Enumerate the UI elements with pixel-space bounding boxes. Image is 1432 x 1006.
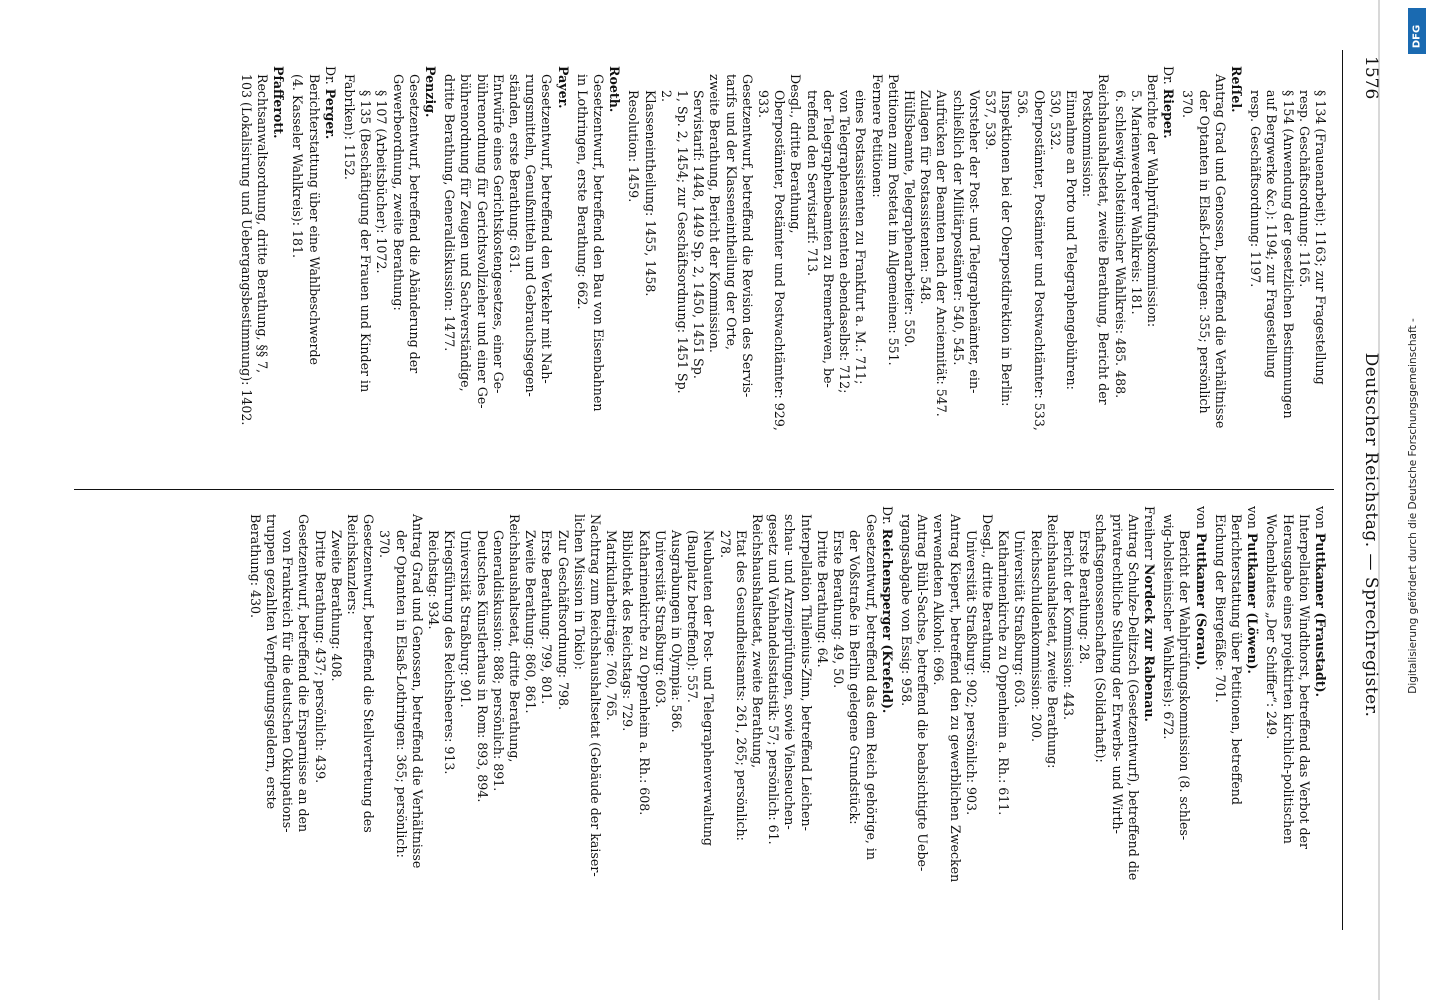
entry-line: Wochenblattes „Der Schiffer“: 249.	[1264, 514, 1280, 740]
entry-line: Bericht der Wahlprüfungskommission (8. schles-	[1177, 530, 1193, 841]
entry-line: schließlich der Militärpostämter: 540, 545.	[950, 90, 966, 366]
entry-line: Resolution: 1459.	[626, 90, 642, 203]
register-entry	[289, 66, 338, 473]
entry-line: Etat des Gesundheitsamts: 261, 265; persönlich:	[733, 530, 749, 841]
entry-line: auf Bergwerke &c.): 1194; zur Fragestellung	[1264, 90, 1280, 379]
entry-line: Interpellation Windthorst, betreffend das Verbot der	[1296, 514, 1312, 850]
speaker-name	[554, 66, 570, 473]
speaker-label: Puttkamer (Sorau).	[1193, 532, 1209, 671]
entry-line: rungsmitteln, Genußmitteln und Gebrauchsgegen-	[523, 74, 539, 397]
entry-line: Berathung: 430.	[247, 514, 263, 618]
entry-line: bührenordnung für Gerichtsvollzieher und einer Ge-	[474, 74, 490, 409]
entry-line: 6. schleswig-holsteinischer Wahlkreis: 485. 488.	[1112, 90, 1128, 399]
speaker-name	[606, 66, 622, 473]
entry-line: § 135 (Beschäftigung der Frauen und Kinder in	[358, 90, 374, 393]
entry-line: eines Postassistenten zu Frankfurt a. M.: 711;	[853, 90, 869, 385]
entry-line: wig-holsteinischer Wahlkreis): 672.	[1161, 514, 1177, 740]
entry-line: Erste Berathung: 49, 50.	[831, 530, 847, 689]
speaker-name	[1141, 506, 1157, 914]
entry-line: Zweite Berathung: 408.	[328, 530, 344, 682]
entry-line: (Bauplatz betreffend): 557.	[685, 530, 701, 703]
entry-line: Zulagen für Postassistenten: 548.	[918, 90, 934, 305]
page-header	[1342, 50, 1381, 930]
speaker-prefix: Dr.	[1161, 66, 1177, 85]
entry-line: der Voßstraße in Berlin gelegene Grundstück:	[847, 530, 863, 825]
entry-line: resp. Geschäftsordnung: 1197.	[1248, 90, 1264, 288]
entry-line: 370.	[1180, 90, 1196, 119]
entry-line: Reichshaushaltsetat, zweite Berathung,	[750, 514, 766, 769]
left-column	[74, 50, 1334, 490]
speaker-name	[322, 66, 338, 473]
entry-line: Bibliothek des Reichstags: 729.	[620, 530, 636, 732]
entry-line: Bericht der Kommission: 443.	[1060, 530, 1076, 721]
entry-line: 5. Marienwerderer Wahlkreis: 181.	[1128, 90, 1144, 315]
entry-line: 1, Sp. 2, 1454; zur Geschäftsordnung: 1451 Sp.	[675, 90, 691, 394]
entry-line: Universität Straßburg: 901.	[458, 530, 474, 708]
speaker-label: Pfafferott.	[271, 66, 287, 139]
entry-line: der Telegraphenbeamten zu Bremerhaven, be-	[820, 90, 836, 388]
entry-line: Katharinenkirche zu Oppenheim a. Rh.: 608.	[636, 530, 652, 816]
entry-line: Aufrücken der Beamten nach der Anciennität: 547.	[934, 90, 950, 417]
entry-line: truppen gezahlten Verpflegungsgeldern, erste	[264, 514, 279, 810]
speaker-label: Puttkamer (Löwen).	[1245, 532, 1261, 674]
entry-line: 278.	[717, 530, 733, 559]
speaker-name	[1228, 66, 1244, 473]
entry-line: Matrikularbeiträge: 760, 765.	[604, 530, 620, 721]
entry-line: Deutsches Künstlerhaus in Rom: 893, 894.	[474, 530, 490, 803]
entry-line: von Frankreich für die deutschen Okkupations-	[280, 530, 296, 833]
speaker-name	[422, 66, 438, 473]
entry-line: privatrechtliche Stellung der Erwerbs- und Wirth-	[1109, 514, 1125, 834]
register-entry	[238, 66, 287, 473]
entry-line: Reichsschuldenkommission: 200.	[1028, 530, 1044, 743]
entry-line: von Telegraphenassistenten ebendaselbst: 712;	[837, 90, 853, 394]
entry-line: Universität Straßburg: 603.	[1012, 530, 1028, 708]
entry-line: schaftsgenossenschaften (Solidarhaft):	[1093, 514, 1109, 763]
two-column-body	[74, 50, 1334, 930]
entry-line: 536.	[1015, 90, 1031, 119]
register-entry	[1160, 506, 1209, 914]
entry-line: Erste Berathung: 799, 801.	[539, 530, 555, 705]
entry-line: § 107 (Arbeitsbücher): 1072.	[374, 90, 390, 274]
speaker-name	[879, 506, 895, 914]
entry-line: 2.	[658, 90, 674, 103]
entry-line: Gesetzentwurf, betreffend den Verkehr mit Nah-	[539, 74, 555, 384]
entry-line: schau- und Arzneiprüfungen, sowie Viehseuchen-	[782, 514, 798, 830]
entry-line: Gesetzentwurf, betreffend das dem Reich gehörige, in	[863, 514, 879, 861]
entry-line: Generaldiskussion: 888; persönlich: 891.	[490, 530, 506, 792]
entry-line: Interpellation Thilenius-Zinn, betreffend Leichen-	[798, 514, 814, 831]
entry-line: Desgl., dritte Berathung:	[979, 514, 995, 674]
speaker-name	[1192, 506, 1208, 914]
speaker-label: Puttkamer (Fraustadt).	[1313, 532, 1328, 697]
speaker-label: Roeth.	[607, 66, 623, 113]
register-entry	[625, 66, 1176, 473]
register-entry	[1179, 66, 1244, 473]
page-number: 1576	[1361, 56, 1381, 100]
entry-line: rgangsabgabe von Essig: 958.	[898, 514, 914, 707]
entry-line: Fabriken): 1152.	[342, 74, 358, 180]
entry-line: Neubauten der Post- und Telegraphenverwaltung	[701, 530, 717, 846]
entry-line: in Lothringen, erste Berathung: 662.	[574, 74, 590, 310]
entry-line: Gesetzentwurf, betreffend den Bau von Eisenbahnen	[591, 74, 607, 412]
entry-line: Berichterstattung über Petitionen, betreffend	[1228, 514, 1244, 805]
entry-line: § 134 (Frauenarbeit): 1163; zur Fragestellung	[1313, 90, 1328, 385]
credit-text: Digitalisierung gefördert durch die Deutsche Forschungsgemeinschaft -	[1407, 318, 1419, 694]
speaker-label: Penzig.	[423, 66, 439, 118]
entry-line: Oberpostämter, Postämter und Postwachtämter: 929,	[772, 90, 788, 431]
entry-line: Einnahme an Porto und Telegraphengebühren:	[1063, 90, 1079, 390]
register-entry	[247, 506, 895, 914]
entry-line: Reichshaushaltsetat, dritte Berathung,	[507, 514, 523, 763]
entry-line: Gesetzentwurf, betreffend die Ersparnisse an den	[296, 514, 312, 833]
speaker-prefix: Dr.	[322, 66, 338, 85]
entry-line: Klasseneintheilung: 1455, 1458.	[642, 90, 658, 297]
entry-line: Antrag Kiepert, betreffend den zu gewerblichen Zwecken	[947, 514, 963, 883]
entry-line: der Optanten in Elsaß-Lothringen: 365; persönlich:	[393, 530, 409, 858]
entry-line: Petitionen zum Postetat im Allgemeinen: 551.	[885, 74, 901, 366]
register-entry	[1212, 506, 1261, 914]
entry-line: Servistarif: 1448, 1449 Sp. 2, 1450, 1451 Sp.	[691, 90, 707, 379]
entry-line: 103 (Lokalisirung und Uebergangsbestimmung): 1402.	[238, 74, 254, 426]
entry-line: § 154 (Anwendung der gesetzlichen Bestimmungen	[1280, 90, 1296, 419]
entry-line: Reichshaushaltsetat, zweite Berathung:	[1044, 514, 1060, 769]
register-entry	[1247, 66, 1328, 473]
entry-line: Rechtsanwaltsordnung, dritte Berathung, §§ 7,	[255, 74, 270, 374]
entry-line: bührenordnung für Zeugen und Sachverständige,	[458, 74, 474, 392]
entry-line: 933.	[756, 90, 772, 119]
entry-line: Universität Straßburg: 902; persönlich: 903.	[963, 530, 979, 816]
entry-line: Hülfsbeamte, Telegraphenarbeiter: 550.	[901, 90, 917, 348]
speaker-label: Payer.	[555, 66, 571, 109]
register-entry	[574, 66, 623, 473]
speaker-prefix: von	[1313, 506, 1328, 529]
speaker-prefix: Dr.	[879, 506, 895, 525]
entry-line: Kriegsführung des Reichsheeres: 913.	[442, 530, 458, 775]
speaker-name	[1312, 506, 1328, 914]
digitization-credit	[1395, 0, 1432, 1000]
entry-line: Antrag Grad und Genossen, betreffend die Verhältnisse	[1212, 74, 1228, 429]
entry-line: Nachtrag zum Reichshaushaltsetat (Gebäude der kaiser-	[588, 514, 604, 877]
entry-line: Oberpostämter, Postämter und Postwachtämter: 533,	[1031, 90, 1047, 431]
entry-line: Inspektionen bei der Oberpostdirektion in Berlin:	[999, 90, 1015, 407]
register-entry	[1263, 506, 1328, 914]
entry-line: 537, 539.	[982, 90, 998, 151]
entry-line: Postkommission:	[1080, 90, 1096, 198]
entry-line: lichen Mission in Tokio):	[571, 514, 587, 670]
entry-line: resp. Geschäftsordnung: 1165.	[1296, 90, 1312, 288]
register-entry	[341, 66, 438, 473]
entry-line: Antrag Grad und Genossen, betreffend die Verhältnisse	[409, 514, 425, 869]
entry-line: Desgl., dritte Berathung,	[788, 74, 804, 234]
entry-line: 530, 532.	[1047, 90, 1063, 151]
speaker-label: Perger.	[322, 88, 338, 140]
speaker-label: Nordeck zur Rabenau.	[1141, 563, 1157, 722]
entry-line: Zweite Berathung: 860, 861.	[523, 530, 539, 714]
speaker-name	[270, 66, 286, 473]
entry-line: 370.	[377, 530, 393, 559]
entry-line: Dritte Berathung: 64.	[814, 530, 830, 668]
document-page	[21, 10, 1411, 990]
entry-line: gesetz und Viehhandelsstatistik: 57; persönlich: 61.	[766, 514, 782, 845]
entry-line: (4. Kasseler Wahlkreis): 181.	[290, 74, 306, 259]
register-entry	[898, 506, 1157, 914]
entry-line: tarifs und der Klasseneintheilung der Orte,	[723, 74, 739, 350]
entry-line: Reichshaushaltsetat, zweite Berathung, Bericht der	[1096, 74, 1112, 405]
entry-line: Antrag Schulze-Delitzsch (Gesetzentwurf), betreffend die	[1125, 514, 1141, 881]
entry-line: Katharinenkirche zu Oppenheim a. Rh.: 611.	[996, 530, 1012, 816]
entry-line: Gesetzentwurf, betreffend die Abänderung der	[406, 74, 422, 374]
dfg-logo-text: DFG	[1411, 24, 1423, 49]
entry-line: Fernere Petitionen:	[869, 74, 885, 198]
entry-line: Vorsteher der Post- und Telegraphenämter, ein-	[966, 90, 982, 394]
entry-line: ständen, erste Berathung: 631.	[507, 74, 523, 274]
entry-line: dritte Berathung, Generaldiskussion: 1477.	[442, 74, 458, 352]
entry-line: zweite Berathung, Bericht der Kommission.	[707, 74, 723, 353]
entry-line: Dritte Berathung: 437; persönlich: 439.	[312, 530, 328, 784]
entry-line: Eichung der Biergefäße: 701.	[1212, 514, 1228, 703]
entry-line: Reichstag: 934.	[426, 530, 442, 630]
entry-line: Herausgabe eines projektirten kirchlich-politischen	[1280, 514, 1296, 844]
entry-line: verwendeten Alkohol: 696.	[931, 514, 947, 686]
entry-line: Zur Geschäftsordnung: 798.	[555, 530, 571, 711]
entry-line: Berichterstattung über eine Wahlbeschwerde	[306, 74, 322, 365]
speaker-label: Reichensperger (Krefeld).	[879, 528, 895, 714]
speaker-label: Reſſel.	[1228, 66, 1244, 113]
speaker-prefix: Freiherr	[1141, 506, 1157, 560]
register-entry	[441, 66, 571, 473]
speaker-prefix: von	[1193, 506, 1209, 529]
running-title: Deutscher Reichstag. — Sprechregister.	[1361, 352, 1381, 718]
entry-line: Entwürfe eines Gerichtskostengesetzes, einer Ge-	[490, 74, 506, 394]
entry-line: Universität Straßburg: 603.	[652, 530, 668, 708]
entry-line: treffend den Servistarif: 713.	[804, 90, 820, 277]
dfg-logo	[1408, 8, 1426, 54]
entry-line: Berichte der Wahlprüfungskommission:	[1144, 74, 1160, 328]
right-column	[74, 490, 1334, 930]
entry-line: Gewerbeordnung, zweite Berathung:	[390, 74, 406, 311]
speaker-name	[1160, 66, 1176, 473]
entry-line: Erste Berathung: 28.	[1077, 530, 1093, 665]
entry-line: Ausgrabungen in Olympia: 586.	[669, 530, 685, 733]
entry-line: Reichskanzlers:	[345, 514, 361, 615]
speaker-name	[1244, 506, 1260, 914]
speaker-label: Rieper.	[1161, 88, 1177, 139]
speaker-prefix: von	[1245, 506, 1261, 529]
entry-line: Antrag Bühl-Sachse, betreffend die beabsichtigte Uebe-	[915, 514, 931, 872]
entry-line: der Optanten in Elsaß-Lothringen: 355; persönlich	[1196, 90, 1212, 414]
entry-line: Gesetzentwurf, betreffend die Revision des Servis-	[739, 74, 755, 398]
entry-line: Gesetzentwurf, betreffend die Stellvertretung des	[361, 514, 377, 833]
